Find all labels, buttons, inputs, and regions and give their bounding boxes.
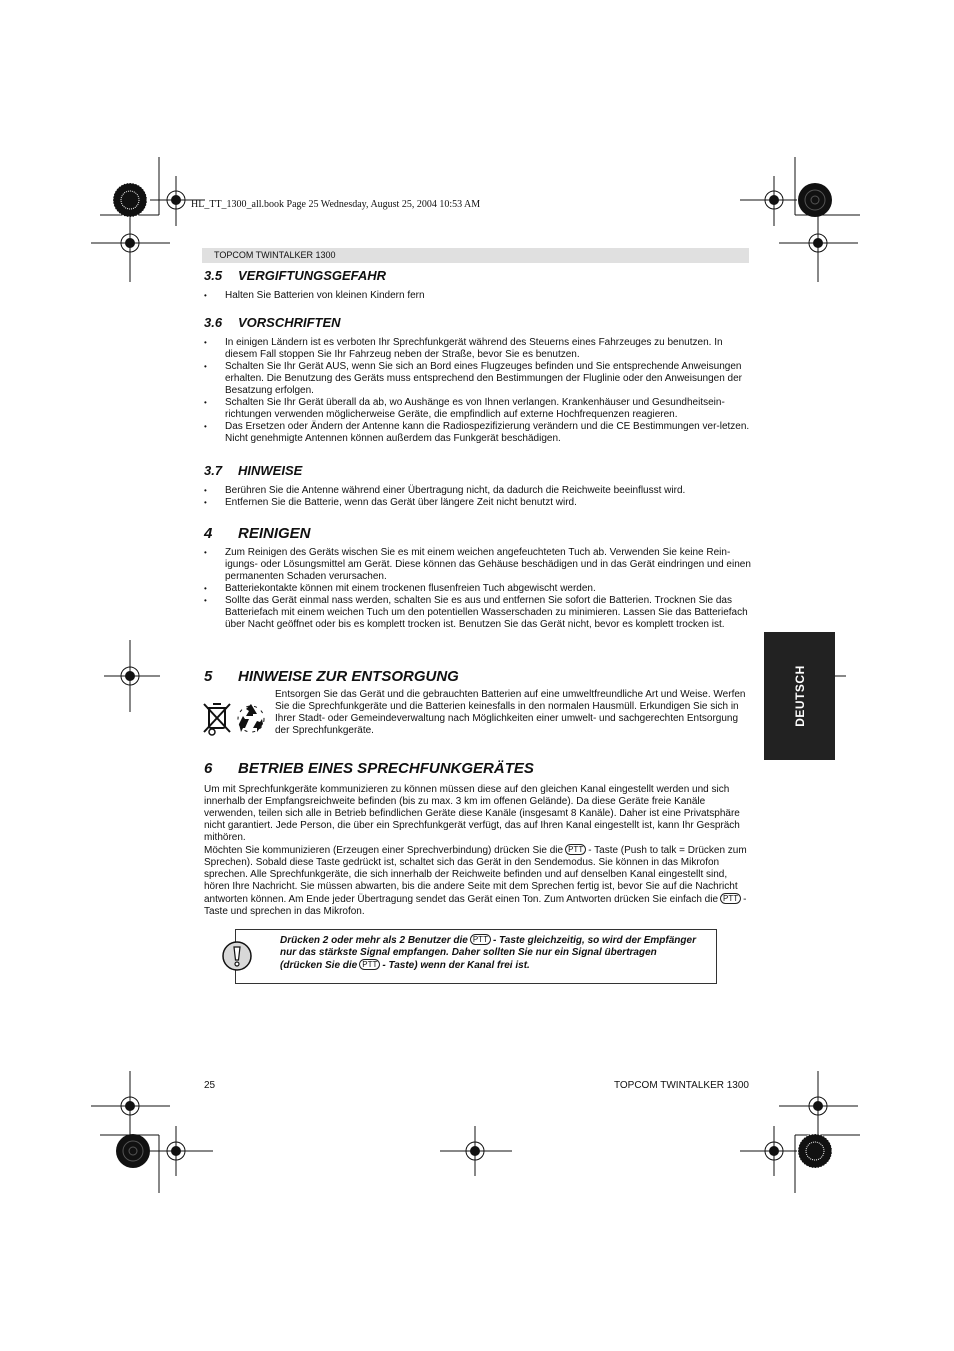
book-info-line: HL_TT_1300_all.book Page 25 Wednesday, August 25, 2004 10:53 AM bbox=[191, 199, 481, 210]
section-5-heading: 5 HINWEISE ZUR ENTSORGUNG bbox=[204, 668, 459, 685]
disposal-paragraph: Entsorgen Sie das Gerät und die gebrauchten Batterien auf eine umweltfreundliche Art und Weise. Werfen Sie die Sprechfunkgeräte und die Batterien keinesfalls in den normalen Hausmüll. Erkundigen Sie sich in Ihrer Stadt- oder Gemeindeverwaltung nach Möglichkeiten einer umwelt- und sachgerechten Entsorgung der Sprechfunkgeräte. bbox=[275, 689, 746, 736]
list-item: • Halten Sie Batterien von kleinen Kindern fern bbox=[204, 290, 752, 302]
list-item: • In einigen Ländern ist es verboten Ihr Sprechfunkgerät während des Steuerns eines Fahrzeuges zu benutzen. In diesem Fall stoppen Sie Ihr Fahrzeug neben der Straße, bevor Sie es benutzen. bbox=[204, 337, 752, 361]
language-tab bbox=[764, 632, 835, 760]
list-item: • Sollte das Gerät einmal nass werden, schalten Sie es aus und entfernen Sie sofort die Batterien. Trocknen Sie das Batteriefach mit einem weichen Tuch um den potentiellen Wasserschaden zu minimieren. Lassen Sie das Batteriefach über Nacht geöffnet oder bis es komplett trocken ist. Benutzen Sie das Gerät nicht, bevor es komplett trocken ist. bbox=[204, 595, 752, 631]
list-item: • Das Ersetzen oder Ändern der Antenne kann die Radiospezifizierung verändern und die CE Bestimmungen ver-letzen. Nicht genehmigte Antennen können außerdem das Funkgerät beschädigen. bbox=[204, 421, 752, 445]
page-number: 25 bbox=[204, 1080, 216, 1091]
list-item: • Entfernen Sie die Batterie, wenn das Gerät über längere Zeit nicht benutzt wird. bbox=[204, 497, 752, 509]
warning-note-text: Drücken 2 oder mehr als 2 Benutzer die PTT - Taste gleichzeitig, so wird der Empfänger nur das stärkste Signal empfangen. Daher sollten Sie nur ein Signal übertragen (drücken Sie die PTT - Taste) wenn der Kanal frei ist. bbox=[280, 935, 696, 971]
section-3-6-list bbox=[204, 337, 752, 445]
operation-paragraph-1: Um mit Sprechfunkgeräte kommunizieren zu können müssen diese auf den gleichen Kanal eingestellt werden und sich innerhalb der Empfangsreichweite befinden (bis zu max. 3 km im offenen Gelände). Da diese Geräte freie Kanäle verwenden, teilen sich alle in Betrieb befindlichen Geräte diese Kanäle (insgesamt 8 Kanäle). Daher ist eine Privatsphäre nicht garantiert. Jede Person, die über ein Sprechfunkgerät verfügt, das auf Ihren Kanal eingestellt ist, kann Ihr Gespräch mithören. bbox=[204, 784, 740, 843]
crossed-bin-icon bbox=[200, 700, 234, 736]
warning-note-box bbox=[235, 929, 717, 984]
section-3-7-heading: 3.7 HINWEISE bbox=[204, 463, 303, 478]
recycle-icon bbox=[235, 702, 267, 734]
section-3-7-list bbox=[204, 485, 752, 509]
section-4-heading: 4 REINIGEN bbox=[204, 525, 311, 542]
list-item: • Berühren Sie die Antenne während einer Übertragung nicht, da dadurch die Reichweite beeinflusst wird. bbox=[204, 485, 752, 497]
section-3-6-heading: 3.6 VORSCHRIFTEN bbox=[204, 315, 341, 330]
section-6-heading: 6 BETRIEB EINES SPRECHFUNKGERÄTES bbox=[204, 760, 534, 777]
ptt-key-icon: PTT bbox=[359, 959, 380, 970]
section-4-list bbox=[204, 547, 752, 631]
operation-paragraph-2: Möchten Sie kommunizieren (Erzeugen einer Sprechverbindung) drücken Sie die PTT - Taste (Push to talk = Drücken zum Sprechen). Sobald diese Taste gedrückt ist, schaltet sich das Gerät in den Sendemodus. Sie können in das Mikrofon sprechen. Alle Sprechfunkgeräte, die sich innerhalb der Reichweite befinden und auf denselben Kanal eingestellt sind, hören Ihre Nachricht. Sie müssen abwarten, bis die andere Seite mit dem Sprechen fertig ist, bevor Sie auf die Nachricht antworten können. Am Ende jeder Übertragung sendet das Gerät einen Ton. Zum Antworten drücken Sie einfach die PTT - Taste und sprechen in das Mikrofon. bbox=[204, 845, 747, 917]
section-3-5-heading: 3.5 VERGIFTUNGSGEFAHR bbox=[204, 268, 387, 283]
header-title: TOPCOM TWINTALKER 1300 bbox=[214, 250, 336, 260]
ptt-key-icon: PTT bbox=[720, 893, 741, 904]
section-3-5-list bbox=[204, 290, 752, 302]
ptt-key-icon: PTT bbox=[470, 934, 491, 945]
language-tab-label: DEUTSCH bbox=[792, 665, 807, 727]
list-item: • Zum Reinigen des Geräts wischen Sie es mit einem weichen angefeuchteten Tuch ab. Verwenden Sie keine Rein-igungs- oder Lösungsmittel am Gerät. Diese können das Gehäuse beschädigen und in das Gerät eindringen und einen permanenten Schaden verursachen. bbox=[204, 547, 752, 583]
footer-title: TOPCOM TWINTALKER 1300 bbox=[613, 1080, 749, 1091]
ptt-key-icon: PTT bbox=[565, 844, 586, 855]
list-item: • Schalten Sie Ihr Gerät AUS, wenn Sie sich an Bord eines Flugzeuges befinden und Sie entsprechende Anweisungen erhalten. Die Benutzung des Geräts muss entsprechend den Bestimmungen der Fluglinie oder den Anweisungen der Besatzung erfolgen. bbox=[204, 361, 752, 397]
running-header bbox=[202, 248, 749, 263]
exclamation-icon bbox=[222, 940, 252, 972]
list-item: • Schalten Sie Ihr Gerät überall da ab, wo Aushänge es von Ihnen verlangen. Krankenhäuser und Gesundheitsein-richtungen verwenden möglicherweise Geräte, die empfindlich auf externe Hochfrequenzen reagieren. bbox=[204, 397, 752, 421]
list-item: • Batteriekontakte können mit einem trockenen flusenfreien Tuch abgewischt werden. bbox=[204, 583, 752, 595]
